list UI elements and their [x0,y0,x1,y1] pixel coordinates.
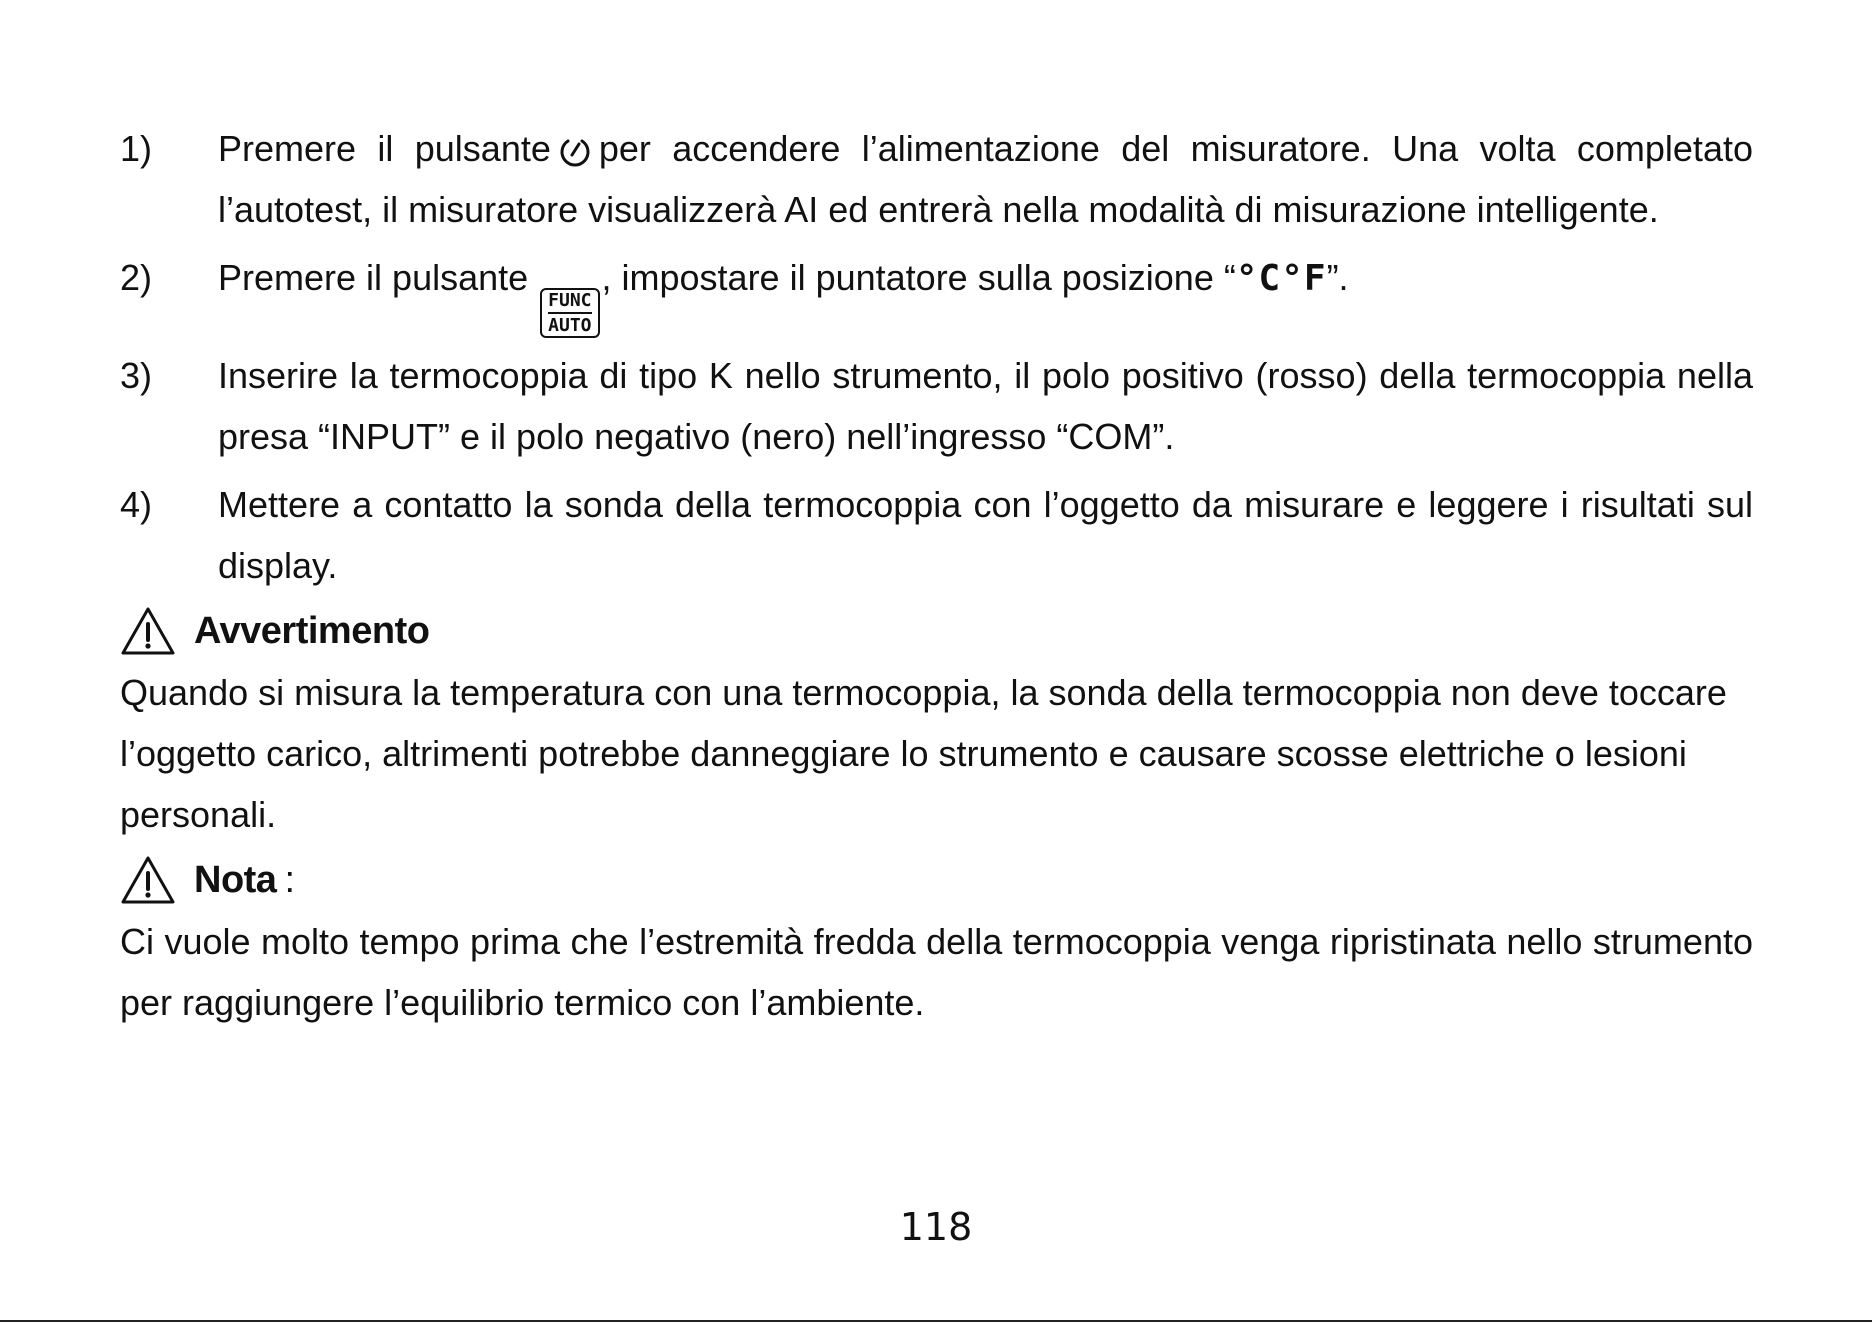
step-number: 1) [120,128,153,169]
warning-triangle-icon [120,855,176,905]
note-title: Nota [194,859,277,901]
warning-triangle-icon [120,606,176,656]
step-text-rest: per accendere l’alimentazione del misuratore. Una volta completato l’autotest, il misuratore visualizzerà AI ed entrerà nella modalità di misurazione intelligente. [218,128,1753,230]
step-text-rest: , impostare il puntatore sulla posizione [601,257,1224,298]
step-text-lead: Premere il pulsante [218,128,551,169]
note-colon: : [284,859,295,901]
manual-page [120,118,1753,1033]
warning-text: Quando si misura la temperatura con una termocoppia, la sonda della termocoppia non deve toccare l’oggetto carico, altrimenti potrebbe danneggiare lo strumento e causare scosse elettriche o lesioni personali. [120,672,1727,835]
step-1 [120,118,1753,240]
step-text: Inserire la termocoppia di tipo K nello strumento, il polo positivo (rosso) della termocoppia nella presa “INPUT” e il polo negativo (nero) nell’ingresso “COM”. [218,355,1753,457]
step-text-lead: Premere il pulsante [218,257,529,298]
page-number: 118 [899,1205,973,1249]
warning-heading [120,602,1753,660]
quote-close: ”. [1326,257,1349,298]
step-number: 3) [120,355,153,396]
auto-key-label: AUTO [548,315,592,336]
step-number: 4) [120,484,153,525]
func-key-label: FUNC [548,290,592,311]
step-number: 2) [120,257,153,298]
celsius-fahrenheit-symbol: °C°F [1235,258,1327,299]
note-text: Ci vuole molto tempo prima che l’estremità fredda della termocoppia venga ripristinata nello strumento per raggiungere l’equilibrio termico con l’ambiente. [120,921,1753,1023]
warning-title: Avvertimento [194,610,430,652]
quote-open: “ [1223,257,1236,298]
step-text: Mettere a contatto la sonda della termocoppia con l’oggetto da misurare e leggere i risultati sul display. [218,484,1753,586]
func-auto-key-icon [540,288,599,338]
bottom-divider [0,1320,1872,1322]
note-heading [120,851,1753,909]
power-icon [557,133,593,169]
step-4 [120,474,1753,596]
step-3 [120,345,1753,467]
step-2 [120,247,1753,338]
